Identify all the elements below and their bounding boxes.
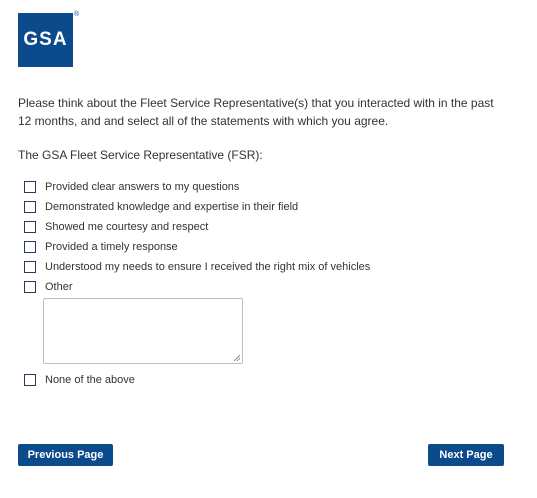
- checkbox[interactable]: [24, 241, 36, 253]
- checkbox[interactable]: [24, 261, 36, 273]
- option-label: Understood my needs to ensure I received the right mix of vehicles: [45, 261, 371, 273]
- other-textarea[interactable]: [43, 298, 243, 364]
- previous-page-button[interactable]: Previous Page: [18, 444, 113, 466]
- option-none[interactable]: [24, 370, 370, 390]
- checkbox[interactable]: [24, 374, 36, 386]
- gsa-logo-text: GSA: [23, 29, 68, 50]
- checkbox[interactable]: [24, 201, 36, 213]
- question-line-1: Please think about the Fleet Service Representative(s) that you interacted with in the past: [18, 96, 494, 110]
- option-knowledge[interactable]: [24, 197, 370, 217]
- checkbox[interactable]: [24, 281, 36, 293]
- question-text: [18, 94, 518, 130]
- option-label: None of the above: [45, 374, 135, 386]
- question-line-2: 12 months, and and select all of the statements with which you agree.: [18, 114, 389, 128]
- resize-grip-icon[interactable]: [234, 355, 240, 361]
- option-other[interactable]: [24, 277, 370, 297]
- checkbox[interactable]: [24, 221, 36, 233]
- option-timely-response[interactable]: [24, 237, 370, 257]
- gsa-logo: [18, 13, 73, 67]
- option-clear-answers[interactable]: [24, 177, 370, 197]
- option-label: Provided clear answers to my questions: [45, 181, 240, 193]
- option-courtesy[interactable]: [24, 217, 370, 237]
- checkbox[interactable]: [24, 181, 36, 193]
- options-list: [24, 177, 370, 390]
- option-label: Provided a timely response: [45, 241, 178, 253]
- question-subtitle: The GSA Fleet Service Representative (FSR):: [18, 148, 263, 162]
- registered-mark: ®: [74, 11, 80, 18]
- option-understood-needs[interactable]: [24, 257, 370, 277]
- option-label: Other: [45, 281, 73, 293]
- option-label: Demonstrated knowledge and expertise in their field: [45, 201, 299, 213]
- option-label: Showed me courtesy and respect: [45, 221, 209, 233]
- next-page-button[interactable]: Next Page: [428, 444, 504, 466]
